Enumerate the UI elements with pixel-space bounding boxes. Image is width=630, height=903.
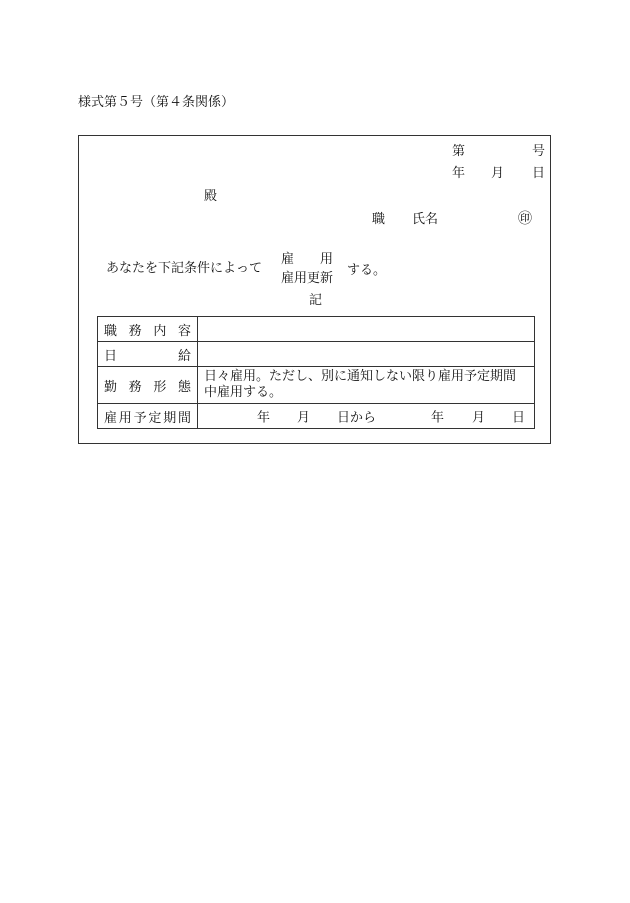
row-label-daily-wage: 日給 [98, 342, 198, 367]
table-row [98, 367, 535, 404]
row-value-daily-wage [198, 342, 535, 367]
ki-heading: 記 [309, 293, 323, 308]
seal-mark: ㊞ [518, 211, 532, 227]
number-suffix: 号 [532, 144, 546, 159]
number-prefix: 第 [452, 144, 466, 159]
row-value-duties [198, 317, 535, 342]
addressee-suffix: 殿 [204, 189, 218, 204]
notice-text-before: あなたを下記条件によって [106, 261, 263, 276]
date-day-label: 日 [532, 166, 546, 181]
period-start-day: 日から [337, 410, 377, 426]
table-row [98, 342, 535, 367]
table-row [98, 317, 535, 342]
form-title: 様式第５号（第４条関係） [78, 95, 235, 110]
row-label-duties: 職務内容 [98, 317, 198, 342]
period-end-day: 日 [512, 410, 526, 426]
period-start-month: 月 [297, 410, 311, 426]
option-renewal: 雇用更新 [281, 271, 334, 286]
option-employment: 雇 用 [281, 252, 334, 267]
row-label-work-form: 勤務形態 [98, 367, 198, 404]
row-label-employment-period: 雇用予定期間 [98, 404, 198, 429]
position-label: 職 [372, 212, 386, 227]
period-end-year: 年 [431, 410, 445, 426]
row-value-employment-period [198, 404, 535, 429]
notice-text-after: する。 [347, 263, 387, 278]
table-row [98, 404, 535, 429]
period-start-year: 年 [257, 410, 271, 426]
row-value-work-form: 日々雇用。ただし、別に通知しない限り雇用予定期間中雇用する。 [198, 367, 535, 404]
date-year-label: 年 [452, 166, 466, 181]
name-label: 氏名 [412, 212, 439, 227]
period-end-month: 月 [472, 410, 486, 426]
date-month-label: 月 [491, 166, 505, 181]
conditions-table [97, 316, 535, 429]
